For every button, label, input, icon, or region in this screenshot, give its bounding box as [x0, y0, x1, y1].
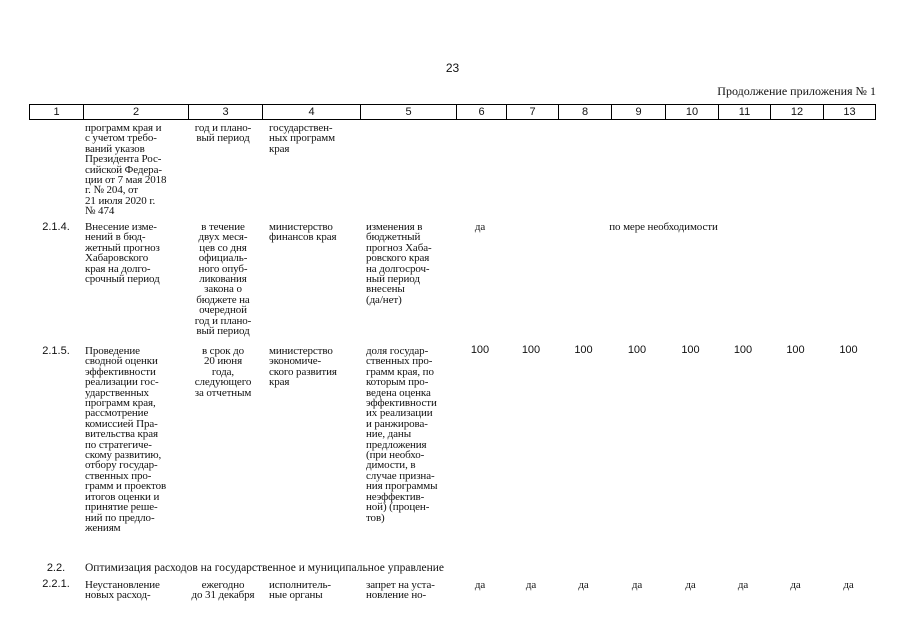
row-214-col5: изменения в бюджетный прогноз Хаба- ровского края на долгосроч- ный период внесены (да/нет) — [366, 221, 432, 306]
row-221-col6: да — [474, 579, 486, 591]
header-col-7: 7 — [506, 105, 558, 119]
row-221-col12: да — [790, 579, 801, 591]
row-214-col2: Внесение изме- нений в бюд- жетный прогноз Хабаровского края на долго- срочный период — [85, 221, 160, 286]
row-cont-col3: год и плано- вый период — [194, 122, 252, 145]
row-221-col3: ежегодно до 31 декабря — [191, 579, 255, 602]
page-number: 23 — [445, 61, 460, 75]
continuation-label: Продолжение приложения № 1 — [717, 84, 876, 98]
header-col-5: 5 — [360, 105, 456, 119]
row-215-col2: Проведение сводной оценки эффективности реализации гос- ударственных программ края, рассмотрение комиссией Пра- вительства края по стратегиче- скому развитию, отбору государ- ственных про- грамм и проектов итогов оценки и принятие реше- ний по предло- жениям — [85, 345, 167, 534]
header-col-9: 9 — [611, 105, 665, 119]
header-col-10: 10 — [665, 105, 718, 119]
row-215-col4: министерство экономиче- ского развития края — [269, 345, 337, 389]
row-221-col11: да — [737, 579, 749, 591]
row-214-col6: да — [474, 221, 486, 233]
header-col-6: 6 — [456, 105, 506, 119]
row-215-col13: 100 — [839, 344, 858, 356]
row-214-col4: министерство финансов края — [269, 221, 337, 244]
row-221-col8: да — [578, 579, 589, 591]
header-col-11: 11 — [718, 105, 770, 119]
row-215-col9: 100 — [627, 344, 647, 356]
header-col-13: 13 — [823, 105, 876, 119]
row-221-col2: Неустановление новых расход- — [85, 579, 160, 602]
header-col-1: 1 — [29, 105, 83, 119]
row-215-col5: доля государ- ственных про- грамм края, по которым про- ведена оценка эффективности их реализации и ранжирова- ние, даны предложения (при необхо- димости, в случае призна- ния программы неэффектив- ной) (процен- тов) — [366, 345, 438, 524]
row-221-col5: запрет на уста- новление но- — [366, 579, 435, 602]
row-215-number: 2.1.5. — [42, 345, 70, 357]
row-215-col12: 100 — [786, 344, 805, 356]
row-214-span: по мере необходимости — [609, 221, 718, 233]
section-22-number: 2.2. — [46, 562, 66, 574]
table-header — [29, 104, 876, 120]
row-215-col8: 100 — [574, 344, 593, 356]
header-col-4: 4 — [262, 105, 360, 119]
row-221-number: 2.2.1. — [42, 578, 70, 590]
header-col-3: 3 — [188, 105, 262, 119]
row-221-col7: да — [525, 579, 537, 591]
section-22-title: Оптимизация расходов на государственное и муниципальное управление — [85, 562, 445, 574]
row-221-col9: да — [631, 579, 643, 591]
row-215-col7: 100 — [521, 344, 541, 356]
row-215-col10: 100 — [681, 344, 700, 356]
row-215-col11: 100 — [733, 344, 753, 356]
row-cont-col4: государствен- ных программ края — [269, 122, 336, 155]
row-214-number: 2.1.4. — [42, 221, 70, 233]
row-221-col10: да — [685, 579, 696, 591]
row-215-col3: в срок до 20 июня года, следующего за отчетным — [194, 345, 252, 399]
row-cont-col2: программ края и с учетом требо- ваний указов Президента Рос- сийской Федера- ции от 7 мая 2018 г. № 204, от 21 июля 2020 г. № 474 — [85, 122, 167, 218]
header-col-8: 8 — [558, 105, 611, 119]
row-215-col6: 100 — [470, 344, 490, 356]
row-214-col3: в течение двух меся- цев со дня официаль- ного опуб- ликования закона о бюджете на очередной год и плано- вый период — [194, 221, 252, 338]
header-col-12: 12 — [770, 105, 823, 119]
header-col-2: 2 — [83, 105, 188, 119]
row-221-col4: исполнитель- ные органы — [269, 579, 331, 602]
row-221-col13: да — [843, 579, 854, 591]
